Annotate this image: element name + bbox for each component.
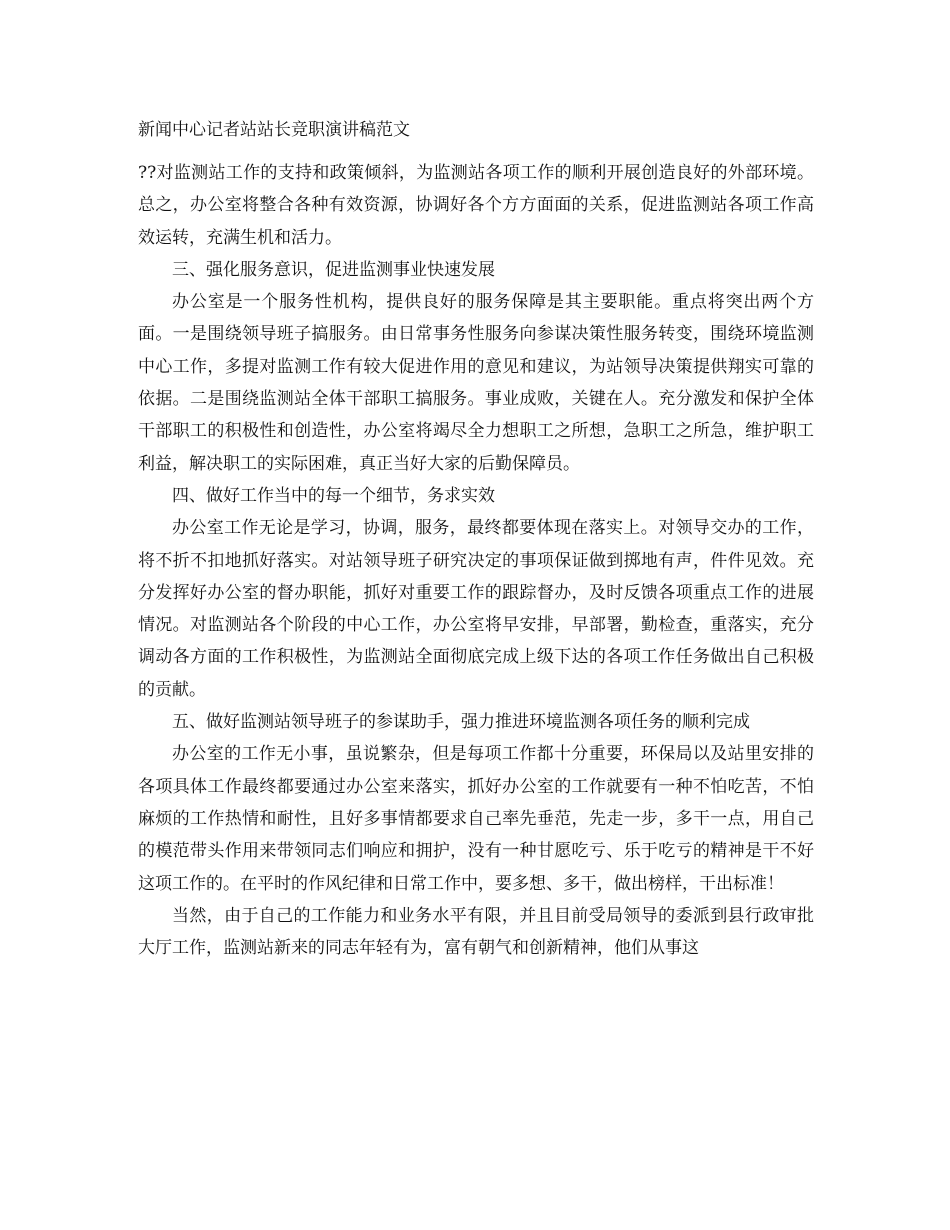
paragraph-5: 当然，由于自己的工作能力和业务水平有限，并且目前受局领导的委派到县行政审批大厅工作，监测站新来的同志年轻有为，富有朝气和创新精神，他们从事这	[138, 905, 814, 959]
paragraph-2: 办公室是一个服务性机构，提供良好的服务保障是其主要职能。重点将突出两个方面。一是围绕领导班子搞服务。由日常事务性服务向参谋决策性服务转变，围绕环境监测中心工作，多提对监测工作有较大促进作用的意见和建议，为站领导决策提供翔实可靠的依据。二是围绕监测站全体干部职工搞服务。事业成败，关键在人。充分激发和保护全体干部职工的积极性和创造性，办公室将竭尽全力想职工之所想，急职工之所急，维护职工利益，解决职工的实际困难，真正当好大家的后勤保障员。	[138, 292, 814, 474]
document-title: 新闻中心记者站站长竞职演讲稿范文	[138, 120, 410, 140]
paragraph-4: 办公室的工作无小事，虽说繁杂，但是每项工作都十分重要，环保局以及站里安排的各项具体工作最终都要通过办公室来落实，抓好办公室的工作就要有一种不怕吃苦，不怕麻烦的工作热情和耐性，且好多事情都要求自己率先垂范，先走一步，多干一点，用自己的模范带头作用来带领同志们响应和拥护，没有一种甘愿吃亏、乐于吃亏的精神是干不好这项工作的。在平时的作风纪律和日常工作中，要多想、多干，做出榜样，干出标准！	[138, 744, 814, 894]
paragraph-3: 办公室工作无论是学习，协调，服务，最终都要体现在落实上。对领导交办的工作，将不折不扣地抓好落实。对站领导班子研究决定的事项保证做到掷地有声，件件见效。充分发挥好办公室的督办职能，抓好对重要工作的跟踪督办，及时反馈各项重点工作的进展情况。对监测站各个阶段的中心工作，办公室将早安排，早部署，勤检查，重落实，充分调动各方面的工作积极性，为监测站全面彻底完成上级下达的各项工作任务做出自己积极的贡献。	[138, 518, 814, 700]
section-heading-4: 四、做好工作当中的每一个细节，务求实效	[172, 485, 495, 506]
section-heading-5: 五、做好监测站领导班子的参谋助手，强力推进环境监测各项任务的顺利完成	[172, 712, 750, 733]
section-heading-3: 三、强化服务意识，促进监测事业快速发展	[172, 259, 495, 280]
document-body	[138, 157, 814, 964]
paragraph-1: ??对监测站工作的支持和政策倾斜，为监测站各项工作的顺利开展创造良好的外部环境。总之，办公室将整合各种有效资源，协调好各个方方面面的关系，促进监测站各项工作高效运转，充满生机和活力。	[138, 163, 814, 248]
